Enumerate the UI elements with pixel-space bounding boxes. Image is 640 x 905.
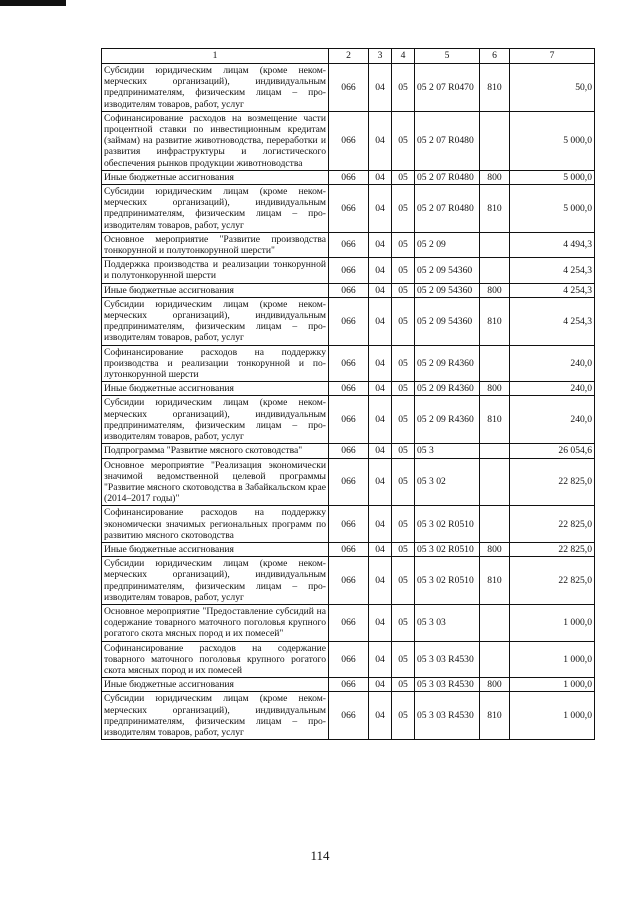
row-vr-cell: 800: [480, 678, 510, 692]
row-sum-cell: 240,0: [510, 396, 595, 444]
row-grbs-cell: 066: [329, 396, 369, 444]
row-grbs-cell: 066: [329, 641, 369, 678]
header-col-7: 7: [510, 49, 595, 64]
row-pr-cell: 05: [392, 557, 415, 605]
row-grbs-cell: 066: [329, 444, 369, 458]
row-pr-cell: 05: [392, 678, 415, 692]
table-row: [102, 345, 595, 382]
row-name-cell: Основное мероприятие "Предоставление субсидий на содержание товарного маточного поголовья крупного рогатого скота мясных пород и их помесей": [102, 604, 329, 641]
row-rz-cell: 04: [369, 458, 392, 506]
row-name-cell: Софинансирование расходов на содержание товарного маточного поголовья крупного рогатого скота мясных пород и их помесей: [102, 641, 329, 678]
row-name-cell: Софинансирование расходов на возмещение части процентной ставки по инвестиционным кредитам (займам) на развитие животноводства, переработки и развития инфраструктуры и логистического обеспечения рынков продукции животноводства: [102, 111, 329, 170]
header-col-6: 6: [480, 49, 510, 64]
row-pr-cell: 05: [392, 185, 415, 233]
row-rz-cell: 04: [369, 345, 392, 382]
row-vr-cell: 810: [480, 185, 510, 233]
row-sum-cell: 1 000,0: [510, 692, 595, 740]
budget-table: [101, 48, 595, 740]
row-rz-cell: 04: [369, 678, 392, 692]
row-name-cell: Софинансирование расходов на поддержку производства и реализации тонкорунной и полутонкорунной шерсти: [102, 345, 329, 382]
row-name-cell: Субсидии юридическим лицам (кроме некоммерческих организаций), индивидуальным предпринимателям, физическим лицам – производителям товаров, работ, услуг: [102, 692, 329, 740]
row-grbs-cell: 066: [329, 170, 369, 184]
row-name-cell: Основное мероприятие "Развитие производства тонкорунной и полутонкорунной шерсти": [102, 232, 329, 257]
row-csr-cell: 05 3 02 R0510: [415, 506, 480, 543]
row-sum-cell: 4 254,3: [510, 283, 595, 297]
row-vr-cell: 810: [480, 297, 510, 345]
table-header-row: [102, 49, 595, 64]
row-sum-cell: 5 000,0: [510, 111, 595, 170]
row-name-cell: Иные бюджетные ассигнования: [102, 170, 329, 184]
row-grbs-cell: 066: [329, 557, 369, 605]
row-vr-cell: [480, 444, 510, 458]
row-grbs-cell: 066: [329, 506, 369, 543]
row-grbs-cell: 066: [329, 382, 369, 396]
row-vr-cell: 810: [480, 396, 510, 444]
table-row: [102, 170, 595, 184]
table-row: [102, 258, 595, 283]
table-row: [102, 185, 595, 233]
row-vr-cell: [480, 232, 510, 257]
row-rz-cell: 04: [369, 396, 392, 444]
row-sum-cell: 4 254,3: [510, 297, 595, 345]
table-row: [102, 692, 595, 740]
row-rz-cell: 04: [369, 170, 392, 184]
row-vr-cell: 800: [480, 170, 510, 184]
row-vr-cell: 810: [480, 692, 510, 740]
header-col-4: 4: [392, 49, 415, 64]
row-grbs-cell: 066: [329, 692, 369, 740]
row-vr-cell: [480, 345, 510, 382]
row-pr-cell: 05: [392, 542, 415, 556]
row-sum-cell: 26 054,6: [510, 444, 595, 458]
table-row: [102, 382, 595, 396]
row-pr-cell: 05: [392, 258, 415, 283]
row-vr-cell: [480, 641, 510, 678]
row-rz-cell: 04: [369, 542, 392, 556]
header-col-1: 1: [102, 49, 329, 64]
row-grbs-cell: 066: [329, 283, 369, 297]
row-rz-cell: 04: [369, 297, 392, 345]
row-name-cell: Основное мероприятие "Реализация экономически значимой ведомственной целевой программы "Развитие мясного скотоводства в Забайкальском крае (2014–2017 годы)": [102, 458, 329, 506]
row-grbs-cell: 066: [329, 542, 369, 556]
row-vr-cell: 810: [480, 64, 510, 112]
row-vr-cell: [480, 458, 510, 506]
row-name-cell: Софинансирование расходов на поддержку экономически значимых региональных программ по развитию мясного скотоводства: [102, 506, 329, 543]
row-csr-cell: 05 2 09: [415, 232, 480, 257]
row-csr-cell: 05 3 03 R4530: [415, 678, 480, 692]
row-name-cell: Иные бюджетные ассигнования: [102, 542, 329, 556]
row-vr-cell: 800: [480, 382, 510, 396]
row-rz-cell: 04: [369, 692, 392, 740]
row-pr-cell: 05: [392, 283, 415, 297]
row-csr-cell: 05 2 09 R4360: [415, 382, 480, 396]
row-vr-cell: 800: [480, 283, 510, 297]
row-pr-cell: 05: [392, 232, 415, 257]
row-csr-cell: 05 2 09 54360: [415, 258, 480, 283]
row-rz-cell: 04: [369, 283, 392, 297]
table-row: [102, 678, 595, 692]
row-sum-cell: 5 000,0: [510, 185, 595, 233]
row-csr-cell: 05 2 09 54360: [415, 297, 480, 345]
row-name-cell: Субсидии юридическим лицам (кроме некоммерческих организаций), индивидуальным предпринимателям, физическим лицам – производителям товаров, работ, услуг: [102, 557, 329, 605]
row-pr-cell: 05: [392, 111, 415, 170]
row-csr-cell: 05 2 07 R0480: [415, 185, 480, 233]
row-rz-cell: 04: [369, 64, 392, 112]
table-row: [102, 542, 595, 556]
row-rz-cell: 04: [369, 258, 392, 283]
row-csr-cell: 05 3 03: [415, 604, 480, 641]
table-row: [102, 232, 595, 257]
table-row: [102, 641, 595, 678]
row-pr-cell: 05: [392, 297, 415, 345]
row-pr-cell: 05: [392, 382, 415, 396]
row-name-cell: Подпрограмма "Развитие мясного скотоводства": [102, 444, 329, 458]
table-row: [102, 297, 595, 345]
row-name-cell: Субсидии юридическим лицам (кроме некоммерческих организаций), индивидуальным предпринимателям, физическим лицам – производителям товаров, работ, услуг: [102, 185, 329, 233]
row-pr-cell: 05: [392, 170, 415, 184]
row-rz-cell: 04: [369, 506, 392, 543]
row-name-cell: Субсидии юридическим лицам (кроме некоммерческих организаций), индивидуальным предпринимателям, физическим лицам – производителям товаров, работ, услуг: [102, 396, 329, 444]
row-csr-cell: 05 2 07 R0480: [415, 170, 480, 184]
row-csr-cell: 05 3 02 R0510: [415, 557, 480, 605]
row-vr-cell: 810: [480, 557, 510, 605]
header-col-5: 5: [415, 49, 480, 64]
table-row: [102, 111, 595, 170]
row-pr-cell: 05: [392, 692, 415, 740]
row-csr-cell: 05 3 03 R4530: [415, 692, 480, 740]
row-pr-cell: 05: [392, 458, 415, 506]
row-grbs-cell: 066: [329, 604, 369, 641]
row-csr-cell: 05 3: [415, 444, 480, 458]
row-name-cell: Субсидии юридическим лицам (кроме некоммерческих организаций), индивидуальным предпринимателям, физическим лицам – производителям товаров, работ, услуг: [102, 64, 329, 112]
row-grbs-cell: 066: [329, 678, 369, 692]
row-pr-cell: 05: [392, 345, 415, 382]
row-csr-cell: 05 3 02 R0510: [415, 542, 480, 556]
row-csr-cell: 05 2 09 54360: [415, 283, 480, 297]
row-rz-cell: 04: [369, 111, 392, 170]
row-csr-cell: 05 2 07 R0470: [415, 64, 480, 112]
row-name-cell: Поддержка производства и реализации тонкорунной и полутонкорунной шерсти: [102, 258, 329, 283]
row-sum-cell: 5 000,0: [510, 170, 595, 184]
row-vr-cell: [480, 604, 510, 641]
row-rz-cell: 04: [369, 604, 392, 641]
row-name-cell: Иные бюджетные ассигнования: [102, 382, 329, 396]
table-row: [102, 506, 595, 543]
row-rz-cell: 04: [369, 185, 392, 233]
table-row: [102, 458, 595, 506]
row-sum-cell: 22 825,0: [510, 542, 595, 556]
header-col-3: 3: [369, 49, 392, 64]
row-name-cell: Иные бюджетные ассигнования: [102, 283, 329, 297]
page-number: 114: [310, 848, 330, 863]
table-row: [102, 396, 595, 444]
row-csr-cell: 05 2 07 R0480: [415, 111, 480, 170]
table-row: [102, 557, 595, 605]
row-pr-cell: 05: [392, 64, 415, 112]
table-row: [102, 64, 595, 112]
row-pr-cell: 05: [392, 396, 415, 444]
row-sum-cell: 1 000,0: [510, 604, 595, 641]
table-row: [102, 444, 595, 458]
row-rz-cell: 04: [369, 444, 392, 458]
row-pr-cell: 05: [392, 641, 415, 678]
row-rz-cell: 04: [369, 641, 392, 678]
table-row: [102, 283, 595, 297]
row-csr-cell: 05 3 02: [415, 458, 480, 506]
row-grbs-cell: 066: [329, 458, 369, 506]
row-grbs-cell: 066: [329, 345, 369, 382]
row-name-cell: Иные бюджетные ассигнования: [102, 678, 329, 692]
row-vr-cell: [480, 506, 510, 543]
row-csr-cell: 05 2 09 R4360: [415, 396, 480, 444]
row-sum-cell: 4 494,3: [510, 232, 595, 257]
row-rz-cell: 04: [369, 232, 392, 257]
row-grbs-cell: 066: [329, 258, 369, 283]
row-vr-cell: 800: [480, 542, 510, 556]
row-grbs-cell: 066: [329, 232, 369, 257]
row-pr-cell: 05: [392, 604, 415, 641]
row-grbs-cell: 066: [329, 64, 369, 112]
row-sum-cell: 22 825,0: [510, 458, 595, 506]
table-row: [102, 604, 595, 641]
row-sum-cell: 1 000,0: [510, 641, 595, 678]
row-vr-cell: [480, 258, 510, 283]
row-pr-cell: 05: [392, 506, 415, 543]
row-sum-cell: 1 000,0: [510, 678, 595, 692]
row-grbs-cell: 066: [329, 297, 369, 345]
row-sum-cell: 240,0: [510, 345, 595, 382]
row-sum-cell: 22 825,0: [510, 506, 595, 543]
row-csr-cell: 05 3 03 R4530: [415, 641, 480, 678]
row-rz-cell: 04: [369, 557, 392, 605]
row-csr-cell: 05 2 09 R4360: [415, 345, 480, 382]
row-name-cell: Субсидии юридическим лицам (кроме некоммерческих организаций), индивидуальным предпринимателям, физическим лицам – производителям товаров, работ, услуг: [102, 297, 329, 345]
row-sum-cell: 50,0: [510, 64, 595, 112]
row-sum-cell: 22 825,0: [510, 557, 595, 605]
row-vr-cell: [480, 111, 510, 170]
row-sum-cell: 4 254,3: [510, 258, 595, 283]
row-sum-cell: 240,0: [510, 382, 595, 396]
row-pr-cell: 05: [392, 444, 415, 458]
scan-corner-mark: [0, 0, 66, 6]
row-grbs-cell: 066: [329, 185, 369, 233]
row-grbs-cell: 066: [329, 111, 369, 170]
header-col-2: 2: [329, 49, 369, 64]
row-rz-cell: 04: [369, 382, 392, 396]
